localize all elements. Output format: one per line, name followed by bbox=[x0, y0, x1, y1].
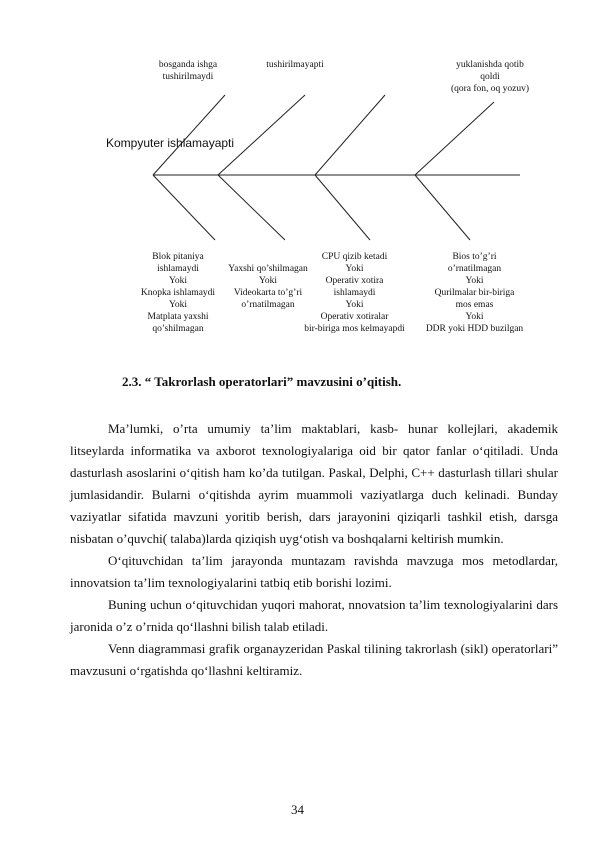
bottom-label-4: Bios to’g’ri o’rnatilmagan Yoki Qurilmalar bir-biriga mos emas Yoki DDR yoki HDD buzilgan bbox=[425, 252, 524, 334]
bottom-bone-2 bbox=[218, 175, 285, 240]
top-bone-3 bbox=[315, 95, 385, 175]
paragraph-2: O‘qituvchidan ta’lim jarayonda muntazam ravishda mavzuga mos metodlardar, innovatsion ta’lim texnologiyalarini tatbiq etib borishi lozimi. bbox=[70, 553, 558, 590]
bottom-label-3: CPU qizib ketadi Yoki Operativ xotira ishlamaydi Yoki Operativ xotiralar bir-biriga mos kelmayapdi bbox=[304, 252, 405, 334]
top-bone-1 bbox=[153, 95, 225, 175]
top-label-1: bosganda ishga tushirilmaydi bbox=[158, 60, 218, 82]
top-label-3: yuklanishda qotib qoldi (qora fon, oq yozuv) bbox=[450, 60, 530, 94]
page-number: 34 bbox=[291, 802, 304, 817]
bottom-label-2: Yaxshi qo’shilmagan Yoki Videokarta to’g’ri o’rnatilmagan bbox=[228, 264, 308, 310]
top-label-2: tushirilmayapti bbox=[266, 60, 324, 70]
top-bone-2 bbox=[218, 95, 305, 175]
section-heading: 2.3. “ Takrorlash operatorlari” mavzusini o’qitish. bbox=[122, 374, 402, 389]
paragraph-3: Buning uchun o‘qituvchidan yuqori mahorat, nnovatsion ta’lim texnologiyalarini dars jaronida o’z o’rnida qo‘llashni bilish talab etiladi. bbox=[70, 597, 558, 634]
bottom-bone-3 bbox=[315, 175, 370, 240]
bottom-label-1: Blok pitaniya ishlamaydi Yoki Knopka ishlamaydi Yoki Matplata yaxshi qo’shilmagan bbox=[140, 252, 216, 334]
top-bone-4 bbox=[415, 102, 494, 175]
bottom-bone-4 bbox=[415, 175, 470, 240]
bottom-bone-1 bbox=[153, 175, 215, 240]
body-text bbox=[70, 418, 558, 682]
paragraph-4: Venn diagrammasi grafik organayzeridan Paskal tilining takrorlash (sikl) operatorlari” mavzusuni o‘rgatishda qo‘llashni keltiramiz. bbox=[70, 641, 558, 678]
paragraph-1: Ma’lumki, o’rta umumiy ta’lim maktablari, kasb- hunar kollejlari, akademik litseylarda informatika va axborot texnologiyalariga oid bir qator fanlar o‘qitiladi. Unda dasturlash asoslarini o‘qitish ham ko’da tutilgan. Paskal, Delphi, C++ dasturlash tillari shular jumlasidandir. Bularni o‘qitishda ayrim muammoli vaziyatlarga duch kelinadi. Bunday vaziyatlar sifatida mavzuni yoritib berish, dars jarayonini qiziqarli tashkil etish, darsga nisbatan o’quvchi( talaba)larda qiziqish uyg‘otish va boshqalarni keltirish mumkin. bbox=[70, 421, 558, 546]
diagram-spine-label: Kompyuter ishlamayapti bbox=[106, 136, 235, 150]
